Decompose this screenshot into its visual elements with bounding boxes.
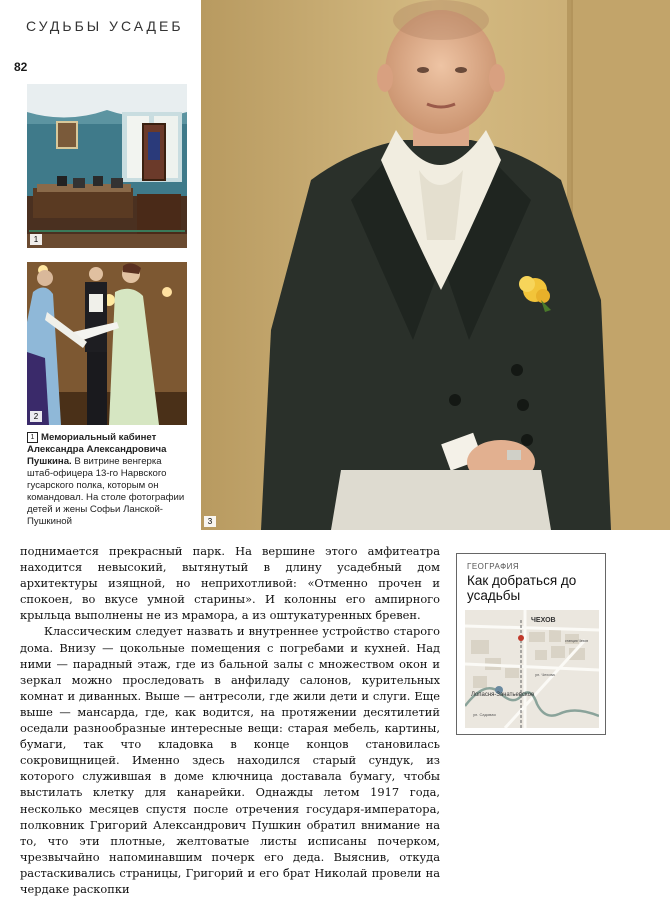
photo-ball-dance: [27, 262, 187, 425]
photo-caption: [27, 432, 189, 528]
caption-number: 1: [27, 432, 38, 443]
page-number: 82: [14, 60, 28, 74]
caption-text: В витрине венгерка штаб-офицера 13-го Нарвского гусарского полка, которым он командовал. На столе фотографии детей и жены Софьи Ланской-Пушкиной: [27, 456, 185, 527]
caption-bold: Мемориальный кабинет Александра Александровича Пушкина.: [27, 432, 167, 467]
map-village-label: Лопасня-Зачатьевское: [471, 692, 535, 698]
map-road-label: ул. Чехова: [535, 672, 555, 677]
photo-number-badge: 1: [30, 234, 42, 245]
location-map: [465, 610, 599, 728]
photo-number-badge: 3: [204, 516, 216, 527]
section-title: СУДЬБЫ УСАДЕБ: [26, 18, 184, 34]
photo-memorial-study: [27, 84, 187, 248]
article-body: [20, 543, 440, 897]
sidebar-tag: ГЕОГРАФИЯ: [467, 562, 520, 571]
directions-box: [456, 553, 606, 735]
photo-portrait: [201, 0, 670, 530]
map-street-label: ул. Садовая: [473, 712, 496, 717]
paragraph-1: поднимается прекрасный парк. На вершине этого амфитеатра находится невысокий, вытянутый в длину усадебный дом архитектуры изящной, но неприхотливой: «Отменно прочен и спокоен, во вкусе умной старины». И колонны его ампирного крыльца выполнены не из мрамора, а из оштукатуренных бревен.: [20, 544, 440, 623]
photo-number-badge: 2: [30, 411, 42, 422]
map-station-label: станция Чехов: [565, 639, 588, 643]
paragraph-2: Классическим следует назвать и внутреннее устройство старого дома. Внизу — цокольные помещения с погребами и кухней. Над ними — парадный этаж, где из бальной залы с множеством окон и зеркал можно проследовать в анфиладу салонов, курительных комнат и диванных. Выше — антресоли, где жили дети и слуги. Еще выше — мансарда, где, как водится, на протяжении десятилетий оседали разнообразные интересные вещи: старая мебель, картины, бумаги, так что кладовка в конце концов становилась сокровищницей. Именно здесь находился старый сундук, из которого служившая в доме ключница доставала бумагу, чтобы выстилать клетку для канарейки. Однажды летом 1917 года, несколько месяцев спустя после отречения государя-императора, полковник Григорий Александрович Пушкин обратил внимание на то, что эти плотные, желтоватые листы исписаны почерком, чрезвычайно напоминавшим почерк его деда. Выяснив, откуда растаскивались страницы, Григорий и его брат Николай провели на чердаке раскопки: [20, 624, 440, 896]
map-city-label: ЧЕХОВ: [531, 617, 556, 624]
sidebar-heading: Как добраться до усадьбы: [467, 573, 577, 603]
